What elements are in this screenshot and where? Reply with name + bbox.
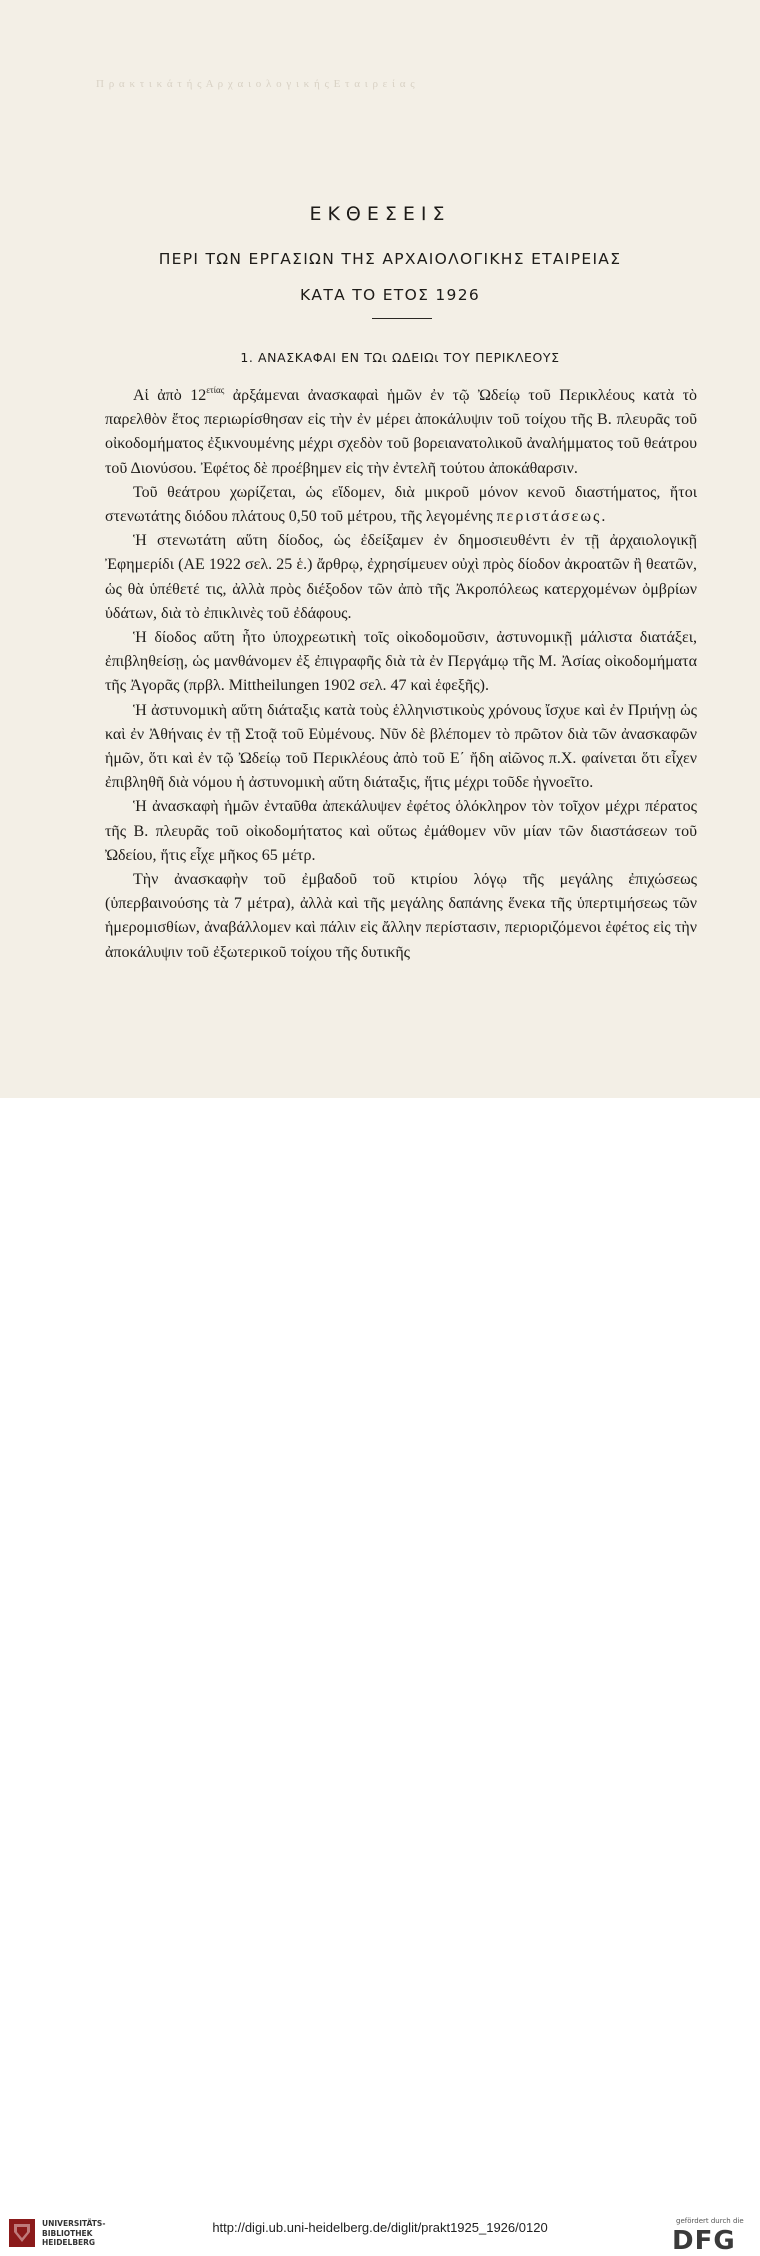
spaced-term: περιστάσεως.	[496, 508, 608, 526]
paragraph-3: Ἡ στενωτάτη αὕτη δίοδος, ὡς ἐδείξαμεν ἐν δημοσιευθέντι ἐν τῇ ἀρχαιολογικῇ Ἐφημερίδι (ΑΕ 1922 σελ. 25 ἑ.) ἄρθρῳ, ἐχρησίμευεν οὐχὶ πρὸς δίοδον ἀκροατῶν ἢ θεατῶν, ὡς θὰ ὑπέθετέ τις, ἀλλὰ πρὸς διέξοδον τῶν ἀπὸ τῆς Ἀκροπόλεως κατερχομένων ὀμβρίων ὑδάτων, διὰ τὸ ἐπικλινὲς τοῦ ἐδάφους.	[105, 532, 697, 622]
library-name-line-3: HEIDELBERG	[42, 2238, 96, 2247]
paragraph-1-start: Αἱ ἀπὸ 12	[133, 387, 207, 404]
scanned-page	[0, 0, 760, 1098]
section-heading: 1. ΑΝΑΣΚΑΦΑΙ ΕΝ ΤΩι ΩΔΕΙΩι ΤΟΥ ΠΕΡΙΚΛΕΟΥΣ	[240, 350, 560, 365]
paragraph-2-text: Τοῦ θεάτρου χωρίζεται, ὡς εἴδομεν, διὰ μικροῦ μόνον κενοῦ διαστήματος, ἤτοι στενωτάτης διόδου πλάτους 0,50 τοῦ μέτρου, τῆς λεγομένης	[105, 483, 697, 526]
superscript-suffix: ετίας	[206, 385, 225, 395]
paragraph-1-rest: ἀρξάμεναι ἀνασκαφαὶ ἡμῶν ἐν τῷ Ὠδείῳ τοῦ Περικλέους κατὰ τὸ παρελθὸν ἔτος περιωρίσθησαν εἰς τὴν ἐν μέρει ἀποκάλυψιν τοῦ τοίχου τῆς Β. πλευρᾶς τοῦ οἰκοδομήματος ἐξικνουμένης μέχρι σχεδὸν τοῦ βορειανατολικοῦ ἀναλήμματος τοῦ θεάτρου τοῦ Διονύσου. Ἐφέτος δὲ προέβημεν εἰς τὴν ἐντελῆ τούτου ἀποκάθαρσιν.	[105, 387, 698, 477]
paragraph-2	[105, 481, 697, 529]
subtitle-line-2: ΚΑΤΑ ΤΟ ΕΤΟΣ 1926	[299, 286, 481, 304]
paragraph-7: Τὴν ἀνασκαφὴν τοῦ ἐμβαδοῦ τοῦ κτιρίου λόγῳ τῆς μεγάλης ἐπιχώσεως (ὑπερβαινούσης τὰ 7 μέτρα), ἀλλὰ καὶ τῆς μεγάλης δαπάνης ἕνεκα τῆς ὑπερτιμήσεως τῶν ἡμερομισθίων, ἀναβάλλομεν καὶ πάλιν εἰς ἄλλην περίστασιν, περιοριζόμενοι ἐφέτος εἰς τὴν ἀποκάλυψιν τοῦ ἐξωτερικοῦ τοίχου τῆς δυτικῆς	[105, 871, 697, 961]
paragraph-6: Ἡ ἀνασκαφὴ ἡμῶν ἐνταῦθα ἀπεκάλυψεν ἐφέτος ὁλόκληρον τὸν τοῖχον μέχρι πέρατος τῆς Β. πλευρᾶς τοῦ οἰκοδομήτατος καὶ οὕτως ἐμάθομεν νῦν μίαν τῶν διαστάσεων τοῦ Ὠδείου, ἥτις εἶχε μῆκος 65 μέτρ.	[105, 798, 697, 864]
page-title: ΕΚΘΕΣΕΙΣ	[309, 203, 451, 225]
paragraph-5: Ἡ ἀστυνομικὴ αὕτη διάταξις κατὰ τοὺς ἑλληνιστικοὺς χρόνους ἴσχυε καὶ ἐν Πριήνῃ ὡς καὶ ἐν Ἀθήναις ἐν τῇ Στοᾷ τοῦ Εὐμένους. Νῦν δὲ βλέπομεν τὸ πρῶτον διὰ τῶν ἀνασκαφῶν ἡμῶν, ὅτι καὶ ἐν τῷ Ὠδείῳ τοῦ Περικλέους ἀπὸ τοῦ Ε΄ ἤδη αἰῶνος π.Χ. φαίνεται ὅτι εἶχεν ἐπιβληθῆ διὰ νόμου ἡ ἀστυνομικὴ αὕτη διάταξις, ἥτις μέχρι τοῦδε ἠγνοεῖτο.	[105, 701, 697, 792]
dfg-logo: DFG	[672, 2226, 736, 2256]
footer-bar	[0, 1098, 760, 2256]
paragraph-4: Ἡ δίοδος αὕτη ἦτο ὑποχρεωτικὴ τοῖς οἰκοδομοῦσιν, ἀστυνομικῇ μάλιστα διατάξει, ἐπιβληθείσῃ, ὡς μανθάνομεν ἐξ ἐπιγραφῆς διὰ τὰ ἐν Περγάμῳ τῆς Μ. Ἀσίας οἰκοδομήματα τῆς Ἀγορᾶς (πρβλ. Mittheilungen 1902 σελ. 47 καὶ ἑφεξῆς).	[105, 629, 697, 695]
subtitle-line-1: ΠΕΡΙ ΤΩΝ ΕΡΓΑΣΙΩΝ ΤΗΣ ΑΡΧΑΙΟΛΟΓΙΚΗΣ ΕΤΑΙΡΕΙΑΣ	[158, 250, 622, 268]
paragraph-1	[105, 378, 697, 481]
title-divider	[372, 318, 432, 319]
library-name-line-2: BIBLIOTHEK	[42, 2228, 93, 2238]
library-name-line-1: UNIVERSITÄTS-	[42, 2219, 106, 2228]
bleed-through-header: Π ρ α κ τ ι κ ά τ ή ς Α ρ χ α ι ο λ ο γ ι κ ή ς Ε τ α ι ρ ε ί α ς	[96, 78, 416, 90]
body-text	[105, 378, 697, 965]
funding-label: gefördert durch die	[676, 2217, 744, 2225]
source-url-link[interactable]: http://digi.ub.uni-heidelberg.de/diglit/prakt1925_1926/0120	[212, 2220, 548, 2235]
